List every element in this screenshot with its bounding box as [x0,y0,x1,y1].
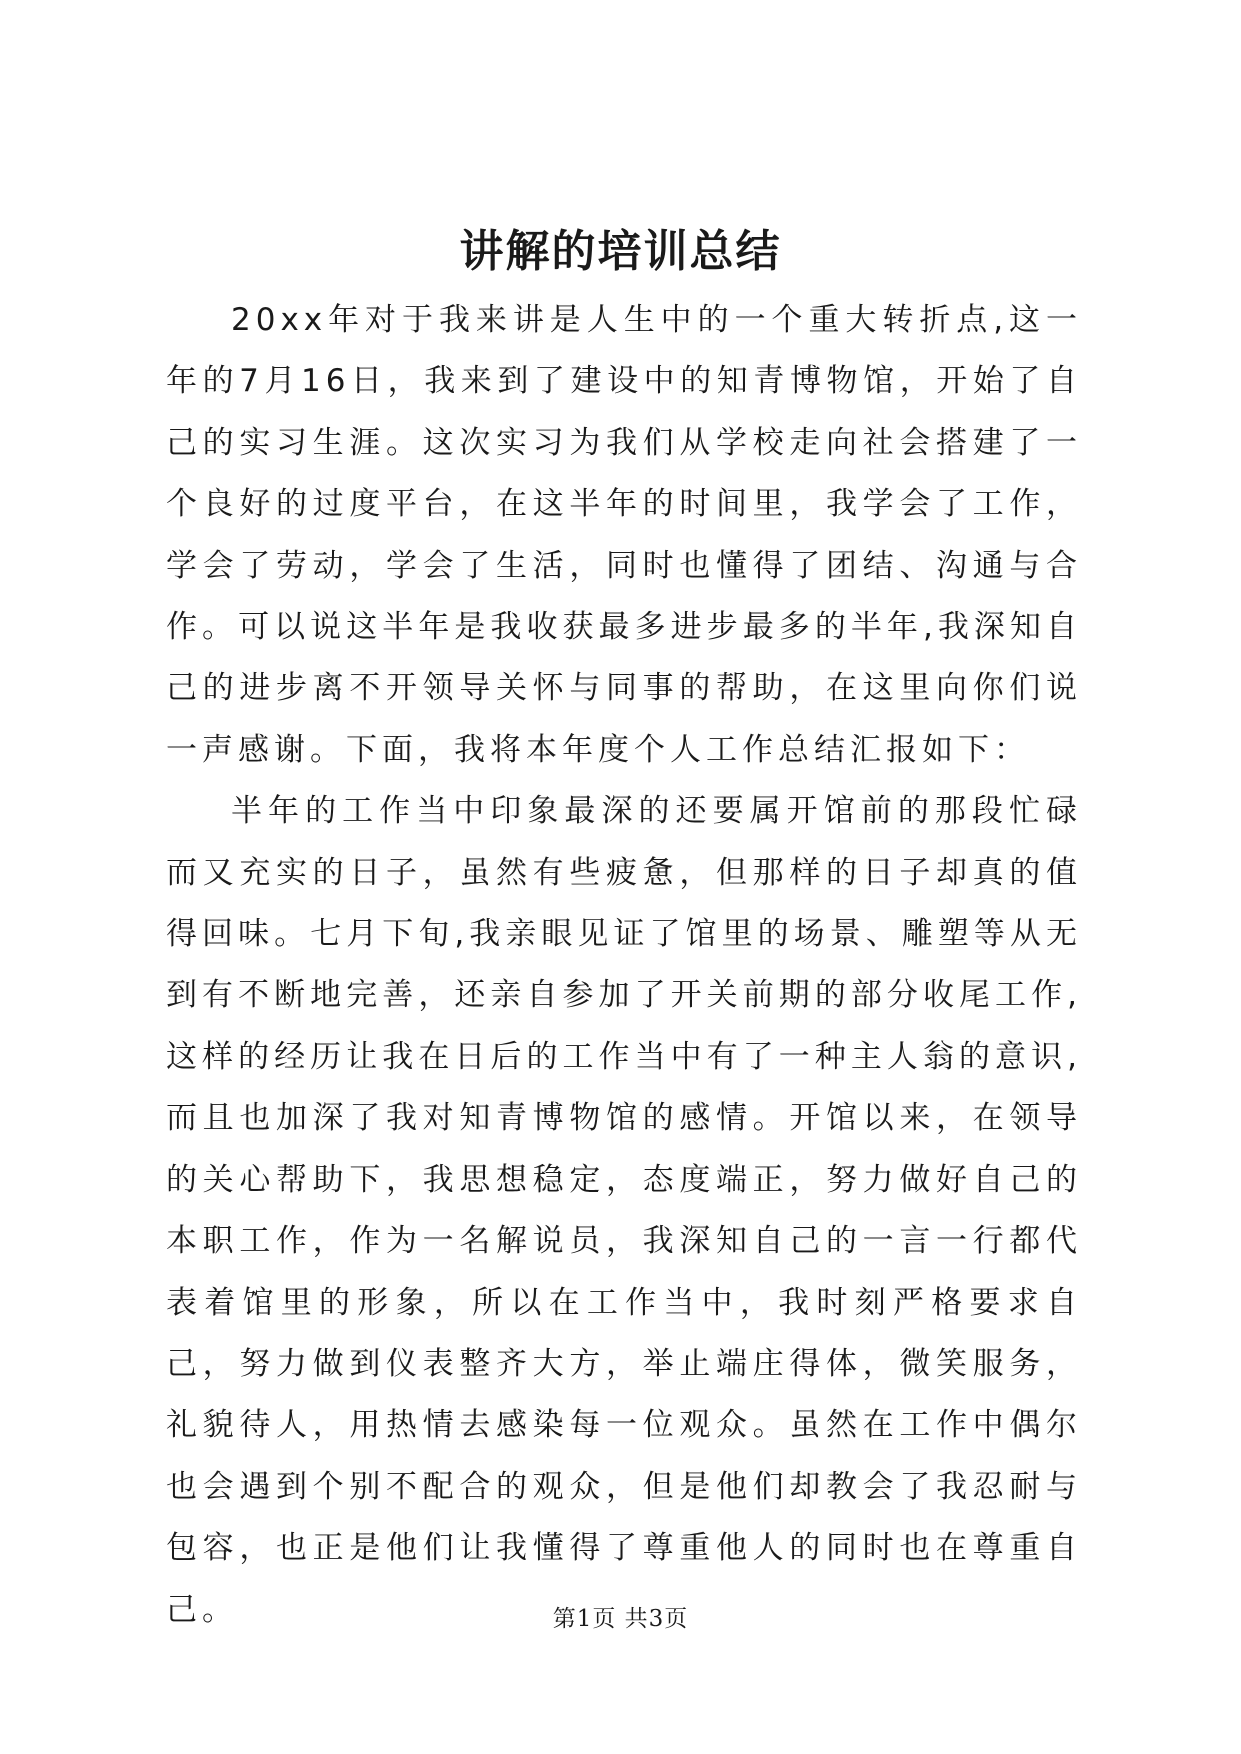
document-body [166,290,1082,1641]
paragraph-1: 20xx年对于我来讲是人生中的一个重大转折点,这一年的7月16日，我来到了建设中的知青博物馆，开始了自己的实习生涯。这次实习为我们从学校走向社会搭建了一个良好的过度平台，在这半年的时间里，我学会了工作，学会了劳动，学会了生活，同时也懂得了团结、沟通与合作。可以说这半年是我收获最多进步最多的半年,我深知自己的进步离不开领导关怀与同事的帮助，在这里向你们说一声感谢。下面，我将本年度个人工作总结汇报如下： [166,302,1082,768]
paragraph-2: 半年的工作当中印象最深的还要属开馆前的那段忙碌而又充实的日子，虽然有些疲惫，但那样的日子却真的值得回味。七月下旬,我亲眼见证了馆里的场景、雕塑等从无到有不断地完善，还亲自参加了开关前期的部分收尾工作,这样的经历让我在日后的工作当中有了一种主人翁的意识,而且也加深了我对知青博物馆的感情。开馆以来，在领导的关心帮助下，我思想稳定，态度端正，努力做好自己的本职工作，作为一名解说员，我深知自己的一言一行都代表着馆里的形象，所以在工作当中，我时刻严格要求自己，努力做到仪表整齐大方，举止端庄得体，微笑服务，礼貌待人，用热情去感染每一位观众。虽然在工作中偶尔也会遇到个别不配合的观众，但是他们却教会了我忍耐与包容，也正是他们让我懂得了尊重他人的同时也在尊重自己。 [166,793,1082,1628]
page-footer: 第1页 共3页 [552,1606,689,1632]
document-title: 讲解的培训总结 [459,226,782,277]
